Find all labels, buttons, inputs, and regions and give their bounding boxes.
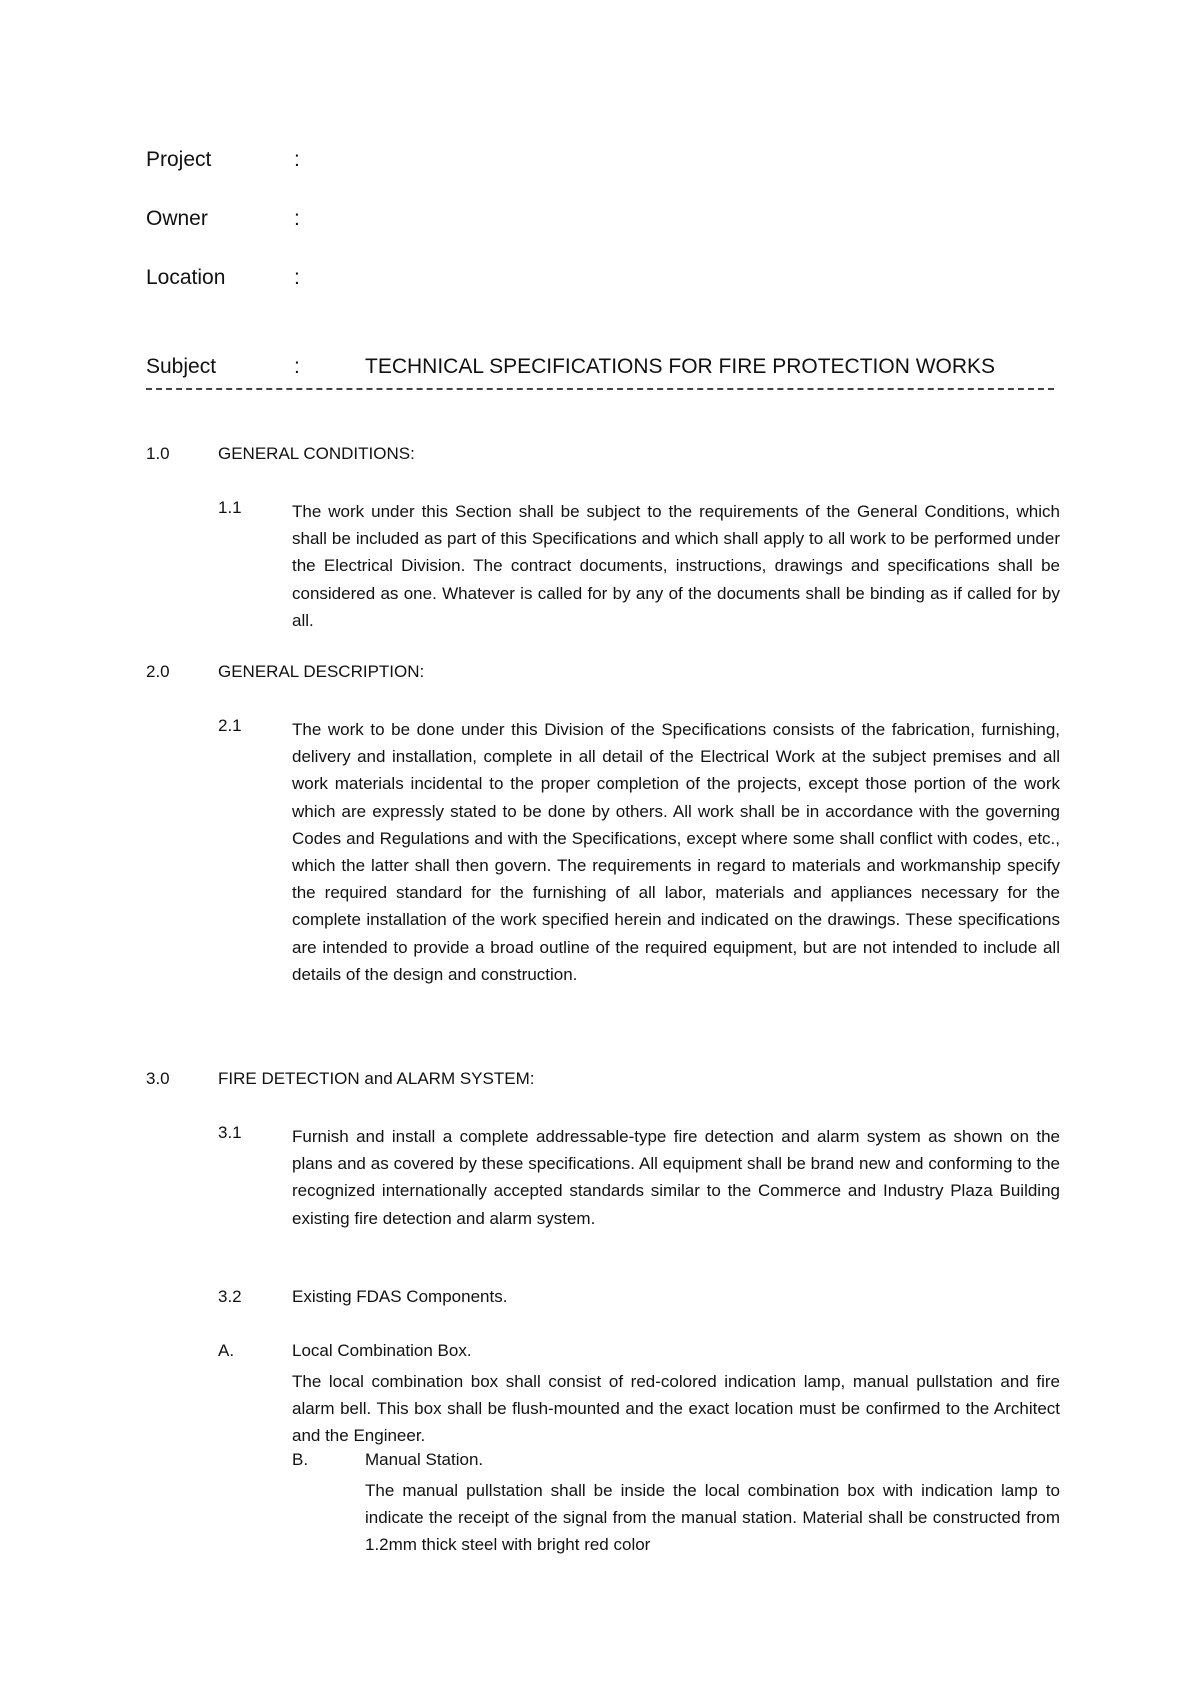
subject-label: Subject: [146, 355, 217, 378]
section-3-title: FIRE DETECTION and ALARM SYSTEM:: [218, 1069, 535, 1088]
subject-value: TECHNICAL SPECIFICATIONS FOR FIRE PROTECTION WORKS: [365, 355, 996, 378]
para-3-1-number: 3.1: [218, 1123, 242, 1142]
section-2-title: GENERAL DESCRIPTION:: [218, 662, 425, 681]
para-3-2-text: Existing FDAS Components.: [292, 1287, 508, 1306]
subject-colon: :: [294, 355, 300, 378]
item-a-title: Local Combination Box.: [292, 1341, 472, 1360]
para-3-2-number: 3.2: [218, 1287, 242, 1306]
para-1-1-number: 1.1: [218, 498, 242, 517]
location-label: Location: [146, 266, 226, 289]
section-1-number: 1.0: [146, 444, 170, 463]
para-3-1-text: Furnish and install a complete addressable-type fire detection and alarm system as shown on the plans and as covered by these specifications. All equipment shall be brand new and conforming to the recognized internationally accepted standards similar to the Commerce and Industry Plaza Building existing fire detection and alarm system.: [292, 1127, 1060, 1228]
para-2-1-number: 2.1: [218, 716, 242, 735]
owner-colon: :: [294, 207, 300, 230]
dashed-divider: [146, 388, 1054, 390]
item-b-letter: B.: [292, 1450, 309, 1469]
location-colon: :: [294, 266, 300, 289]
para-1-1-text: The work under this Section shall be subject to the requirements of the General Conditions, which shall be included as part of this Specifications and which shall apply to all work to be performed under the Electrical Division. The contract documents, instructions, drawings and specifications shall be considered as one. Whatever is called for by any of the documents shall be binding as if called for by all.: [292, 502, 1060, 630]
para-2-1-text: The work to be done under this Division of the Specifications consists of the fabrication, furnishing, delivery and installation, complete in all detail of the Electrical Work at the subject premises and all work materials incidental to the proper completion of the projects, except those portion of the work which are expressly stated to be done by others. All work shall be in accordance with the governing Codes and Regulations and with the Specifications, except where some shall conflict with codes, etc., which the latter shall then govern. The requirements in regard to materials and workmanship specify the required standard for the furnishing of all labor, materials and appliances necessary for the complete installation of the work specified herein and indicated on the drawings. These specifications are intended to provide a broad outline of the required equipment, but are not intended to include all details of the design and construction.: [292, 720, 1060, 984]
owner-label: Owner: [146, 207, 208, 230]
item-b-title: Manual Station.: [365, 1450, 484, 1469]
item-b-text: The manual pullstation shall be inside the local combination box with indication lamp to indicate the receipt of the signal from the manual station. Material shall be constructed from 1.2mm thick steel with bright red color: [365, 1481, 1060, 1555]
item-a-text: The local combination box shall consist of red-colored indication lamp, manual pullstation and fire alarm bell. This box shall be flush-mounted and the exact location must be confirmed to the Architect and the Engineer.: [292, 1372, 1060, 1446]
project-colon: :: [294, 148, 300, 171]
item-a-letter: A.: [218, 1341, 235, 1360]
section-2-number: 2.0: [146, 662, 170, 681]
section-1-title: GENERAL CONDITIONS:: [218, 444, 415, 463]
section-3-number: 3.0: [146, 1069, 170, 1088]
project-label: Project: [146, 148, 212, 171]
